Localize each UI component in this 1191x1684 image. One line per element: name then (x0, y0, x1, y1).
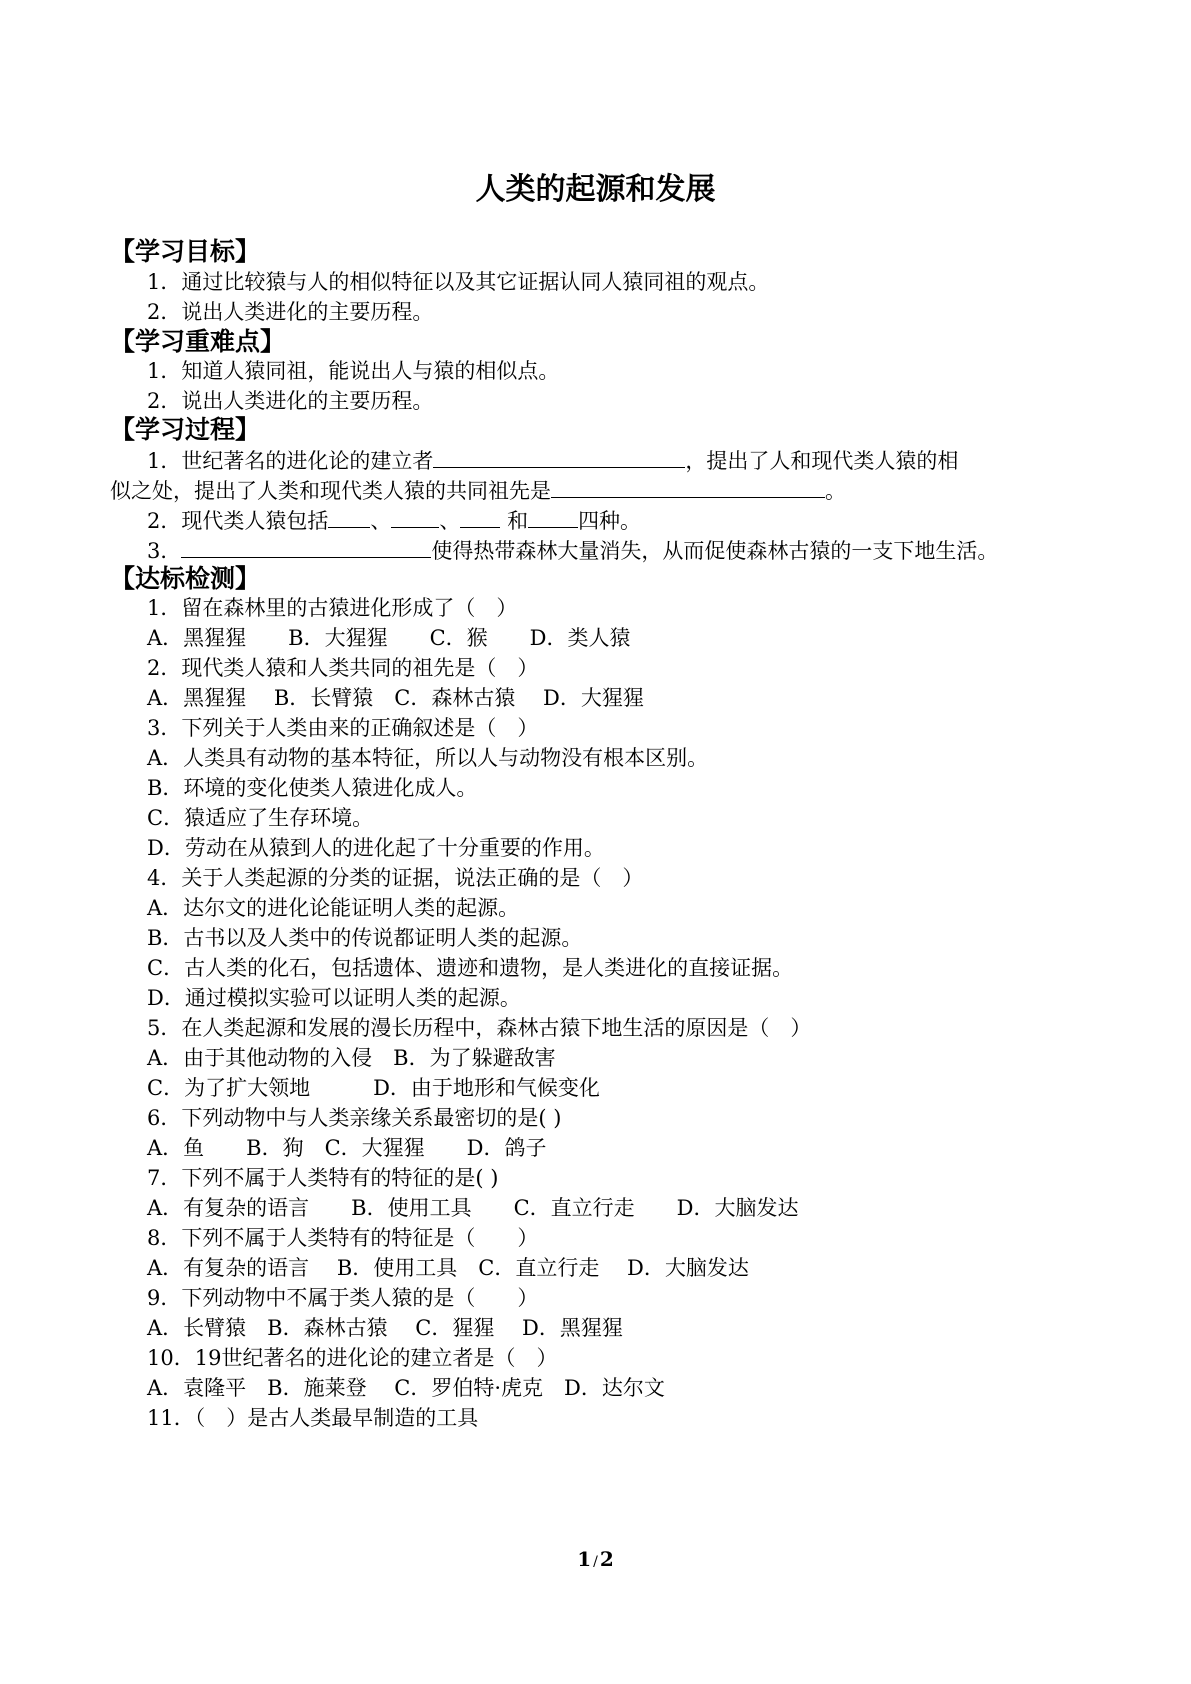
process-q1-line2 (110, 475, 846, 506)
process-q3-text-b: 使得热带森林大量消失，从而促使森林古猿的一支下地生活。 (431, 539, 999, 563)
test-options: A．黑猩猩 B．长臂猿 C．森林古猿 D．大猩猩 (147, 686, 644, 710)
test-question: 1．留在森林里的古猿进化形成了（ ） (147, 596, 518, 620)
page-current: 1 (577, 1547, 592, 1571)
section-heading-test: 【达标检测】 (110, 564, 261, 593)
test-question: 5．在人类起源和发展的漫长历程中，森林古猿下地生活的原因是（ ） (147, 1016, 812, 1040)
test-option: B．古书以及人类中的传说都证明人类的起源。 (147, 926, 583, 950)
process-q1-text-d: 。 (825, 479, 846, 503)
test-options: A．有复杂的语言 B．使用工具 C．直立行走 D．大脑发达 (147, 1196, 799, 1220)
fill-blank[interactable] (433, 445, 685, 468)
test-option: D．通过模拟实验可以证明人类的起源。 (147, 986, 521, 1010)
test-option: A．达尔文的进化论能证明人类的起源。 (147, 896, 520, 920)
page-title: 人类的起源和发展 (475, 172, 716, 207)
test-question: 8．下列不属于人类特有的特征是（ ） (147, 1226, 539, 1250)
process-q2-text-b: 和 (507, 509, 529, 533)
process-q2 (147, 505, 641, 536)
test-options: A．黑猩猩 B．大猩猩 C．猴 D．类人猿 (147, 626, 631, 650)
test-question: 6．下列动物中与人类亲缘关系最密切的是( ) (147, 1106, 562, 1130)
test-option: C．古人类的化石，包括遗体、遗迹和遗物，是人类进化的直接证据。 (147, 956, 794, 980)
process-q1-line1 (147, 445, 958, 476)
fill-blank[interactable] (391, 505, 439, 528)
process-q1-text-b: ，提出了人和现代类人猿的相 (685, 449, 959, 473)
test-options: C．为了扩大领地 D．由于地形和气候变化 (147, 1076, 600, 1100)
test-option: C．猿适应了生存环境。 (147, 806, 374, 830)
test-options: A．袁隆平 B．施莱登 C．罗伯特·虎克 D．达尔文 (147, 1376, 665, 1400)
keypoint-item: 1．知道人猿同祖，能说出人与猿的相似点。 (147, 359, 560, 383)
fill-blank[interactable] (528, 505, 578, 528)
test-options: A．由于其他动物的入侵 B．为了躲避敌害 (147, 1046, 556, 1070)
process-q3 (147, 535, 998, 566)
keypoint-item: 2．说出人类进化的主要历程。 (147, 389, 434, 413)
test-option: A．人类具有动物的基本特征，所以人与动物没有根本区别。 (147, 746, 709, 770)
process-q1-text-a: 1．世纪著名的进化论的建立者 (147, 449, 434, 473)
test-question: 4．关于人类起源的分类的证据，说法正确的是（ ） (147, 866, 644, 890)
test-options: A．鱼 B．狗 C．大猩猩 D．鸽子 (147, 1136, 547, 1160)
test-question: 2．现代类人猿和人类共同的祖先是（ ） (147, 656, 539, 680)
test-question: 9．下列动物中不属于类人猿的是（ ） (147, 1286, 539, 1310)
test-options: A．有复杂的语言 B．使用工具 C．直立行走 D．大脑发达 (147, 1256, 749, 1280)
fill-blank[interactable] (551, 475, 825, 498)
fill-blank[interactable] (328, 505, 370, 528)
section-heading-goals: 【学习目标】 (110, 237, 261, 266)
section-heading-process: 【学习过程】 (110, 415, 261, 444)
test-option: D．劳动在从猿到人的进化起了十分重要的作用。 (147, 836, 605, 860)
process-q3-text-a: 3． (147, 539, 182, 563)
process-q2-text-a: 2．现代类人猿包括 (147, 509, 329, 533)
process-q1-text-c: 似之处，提出了人类和现代类人猿的共同祖先是 (110, 479, 551, 503)
test-option: B．环境的变化使类人猿进化成人。 (147, 776, 478, 800)
goal-item: 2．说出人类进化的主要历程。 (147, 300, 434, 324)
goal-item: 1．通过比较猿与人的相似特征以及其它证据认同人猿同祖的观点。 (147, 270, 770, 294)
process-q2-text-c: 四种。 (578, 509, 642, 533)
test-question: 7．下列不属于人类特有的特征的是( ) (147, 1166, 499, 1190)
fill-blank[interactable] (460, 505, 500, 528)
separator: 、 (370, 509, 392, 533)
test-question: 10．19世纪著名的进化论的建立者是（ ） (147, 1346, 558, 1370)
test-question: 11．（ ）是古人类最早制造的工具 (147, 1406, 479, 1430)
page-number (0, 1545, 1191, 1576)
page-total: 2 (599, 1547, 614, 1571)
separator: 、 (439, 509, 461, 533)
section-heading-keypoints: 【学习重难点】 (110, 327, 286, 356)
fill-blank[interactable] (181, 535, 431, 558)
page-separator: / (593, 1554, 598, 1570)
test-question: 3．下列关于人类由来的正确叙述是（ ） (147, 716, 539, 740)
test-options: A．长臂猿 B．森林古猿 C．猩猩 D．黑猩猩 (147, 1316, 623, 1340)
